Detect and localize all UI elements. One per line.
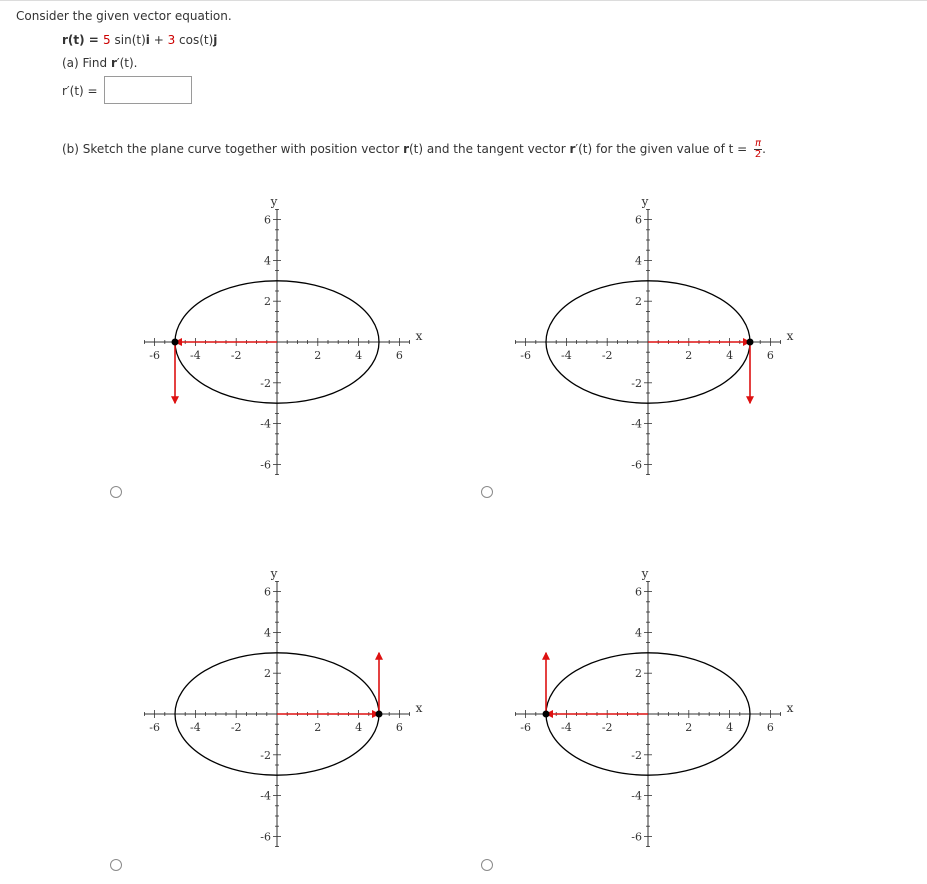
x-tick-label: -6	[149, 721, 160, 734]
x-tick-label: 2	[685, 349, 693, 362]
y-tick-label: -2	[260, 376, 271, 390]
y-tick-label: 2	[264, 295, 271, 309]
y-tick-label: 4	[264, 626, 271, 640]
x-axis-label: x	[415, 329, 423, 343]
x-tick-label: -2	[601, 349, 613, 362]
x-tick-label: 2	[685, 721, 693, 734]
x-axis-label: x	[786, 329, 794, 343]
x-tick-label: -6	[149, 349, 160, 362]
x-tick-label: -6	[520, 349, 531, 362]
y-axis-label: y	[270, 194, 278, 209]
part-a-suffix: ′(t).	[116, 56, 138, 70]
x-tick-label: -4	[561, 721, 572, 734]
x-tick-label: 6	[395, 349, 403, 362]
y-tick-label: 6	[264, 213, 271, 227]
eq-lhs: r(t) =	[62, 33, 104, 47]
x-axis-label: x	[786, 701, 794, 715]
t-value-fraction	[754, 139, 762, 160]
frac-numerator: π	[755, 138, 762, 149]
y-tick-label: 2	[264, 667, 271, 681]
part-b-text1: (b) Sketch the plane curve together with position vector	[62, 142, 404, 156]
x-tick-label: 4	[355, 721, 363, 734]
x-tick-label: -2	[601, 721, 613, 734]
x-tick-label: 4	[355, 349, 363, 362]
x-tick-label: 4	[726, 721, 734, 734]
eq-coef2: 3	[167, 33, 176, 47]
y-tick-label: -6	[631, 458, 642, 472]
part-a-prefix: (a) Find	[62, 56, 111, 70]
x-axis-label: x	[415, 701, 423, 715]
curve-point	[376, 711, 383, 718]
y-axis-label: y	[270, 566, 278, 581]
plot-option-2	[485, 166, 825, 496]
y-tick-label: -2	[631, 748, 642, 762]
y-tick-label: 6	[635, 213, 642, 227]
part-b-prompt	[62, 139, 766, 160]
plot-option-3	[114, 538, 454, 868]
plot-option-1	[114, 166, 454, 496]
part-b-vec1: r	[403, 142, 409, 156]
vector-equation	[62, 33, 217, 47]
answer-input[interactable]	[104, 76, 192, 104]
x-tick-label: -4	[190, 721, 201, 734]
x-tick-label: -4	[561, 349, 572, 362]
part-b-vec2: r	[569, 142, 576, 156]
y-tick-label: -6	[631, 830, 642, 844]
eq-unit-j: j	[213, 33, 218, 47]
curve-point	[747, 339, 754, 346]
y-tick-label: 4	[635, 626, 642, 640]
y-tick-label: 6	[264, 585, 271, 599]
x-tick-label: -2	[230, 721, 242, 734]
x-tick-label: 6	[766, 349, 774, 362]
y-tick-label: -6	[260, 458, 271, 472]
x-tick-label: 6	[766, 721, 774, 734]
x-tick-label: 4	[726, 349, 734, 362]
y-tick-label: -4	[260, 789, 271, 803]
top-divider	[0, 0, 927, 1]
x-tick-label: -4	[190, 349, 201, 362]
eq-func2: cos(t)	[175, 33, 214, 47]
y-tick-label: -4	[260, 417, 271, 431]
x-tick-label: 2	[314, 349, 322, 362]
part-a-vec: r	[110, 56, 117, 70]
curve-point	[172, 339, 179, 346]
y-tick-label: -2	[631, 376, 642, 390]
y-tick-label: 4	[635, 254, 642, 268]
part-b-text3: ′(t) for the given value of t =	[575, 142, 752, 156]
x-tick-label: -2	[230, 349, 242, 362]
x-tick-label: -6	[520, 721, 531, 734]
y-tick-label: 2	[635, 295, 642, 309]
y-tick-label: 6	[635, 585, 642, 599]
eq-plus: +	[149, 33, 168, 47]
y-tick-label: 2	[635, 667, 642, 681]
y-tick-label: -2	[260, 748, 271, 762]
y-axis-label: y	[641, 566, 649, 581]
y-axis-label: y	[641, 194, 649, 209]
frac-denominator: 2	[754, 149, 762, 160]
part-b-end: .	[762, 142, 766, 156]
y-tick-label: -4	[631, 417, 642, 431]
answer-label: r′(t) =	[62, 84, 98, 98]
plot-option-4	[485, 538, 825, 868]
y-tick-label: -4	[631, 789, 642, 803]
eq-unit-i: i	[145, 33, 150, 47]
problem-intro: Consider the given vector equation.	[16, 9, 232, 23]
y-tick-label: 4	[264, 254, 271, 268]
curve-point	[543, 711, 550, 718]
x-tick-label: 2	[314, 721, 322, 734]
eq-coef1: 5	[103, 33, 111, 47]
part-b-text2: (t) and the tangent vector	[409, 142, 570, 156]
y-tick-label: -6	[260, 830, 271, 844]
part-a-prompt	[62, 56, 137, 70]
eq-func1: sin(t)	[110, 33, 146, 47]
x-tick-label: 6	[395, 721, 403, 734]
